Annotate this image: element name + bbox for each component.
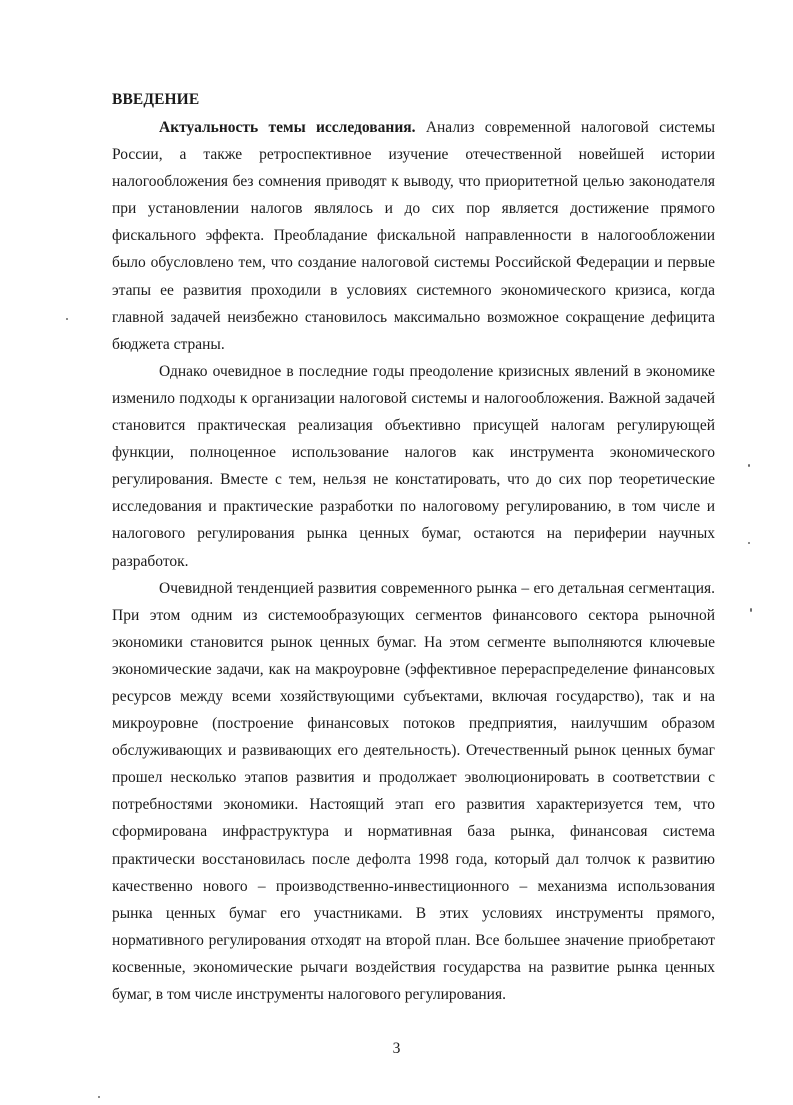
scan-speck [748,464,750,467]
scan-speck [66,318,68,320]
scan-speck [748,542,750,544]
paragraph-relevance [112,114,715,358]
paragraph-lead: Актуальность темы исследования. [159,119,416,136]
paragraph-text: Однако очевидное в последние годы преодоление кризисных явлений в экономике изменило подходы к организации налоговой системы и налогообложения. Важной задачей становится практическая реализация объективно присущей налогам регулирующей функции, полноценное использование налогов как инструмента экономического регулирования. Вместе с тем, нельзя не констатировать, что до сих пор теоретические исследования и практические разработки по налоговому регулированию, в том числе и налогового регулирования рынка ценных бумаг, остаются на периферии научных разработок. [112,362,715,570]
page-number: 3 [392,1040,401,1057]
document-page [112,86,715,1008]
scan-speck [98,1096,100,1098]
scan-speck [750,608,752,612]
section-heading: ВВЕДЕНИЕ [112,91,200,108]
paragraph-market [112,575,715,1009]
paragraph-text: Анализ современной налоговой системы России, а также ретроспективное изучение отечественной новейшей истории налогообложения без сомнения приводят к выводу, что приоритетной целью законодателя при установлении налогов являлось и до сих пор является достижение прямого фискального эффекта. Преобладание фискальной направленности в налогообложении было обусловлено тем, что создание налоговой системы Российской Федерации и первые этапы ее развития проходили в условиях системного экономического кризиса, когда главной задачей неизбежно становилось максимально возможное сокращение дефицита бюджета страны. [112,119,716,353]
paragraph-crisis [112,358,715,575]
paragraph-text: Очевидной тенденцией развития современного рынка – его детальная сегментация. При этом одним из системообразующих сегментов финансового сектора рыночной экономики становится рынок ценных бумаг. На этом сегменте выполняются ключевые экономические задачи, как на макроуровне (эффективное перераспределение финансовых ресурсов между всеми хозяйствующими субъектами, включая государство), так и на микроуровне (построение финансовых потоков предприятия, наилучшим образом обслуживающих и развивающих его деятельность). Отечественный рынок ценных бумаг прошел несколько этапов развития и продолжает эволюционировать в соответствии с потребностями экономики. Настоящий этап его развития характеризуется тем, что сформирована инфраструктура и нормативная база рынка, финансовая система практически восстановилась после дефолта 1998 года, который дал толчок к развитию качественно нового – производственно-инвестиционного – механизма использования рынка ценных бумаг его участниками. В этих условиях инструменты прямого, нормативного регулирования отходят на второй план. Все большее значение приобретают косвенные, экономические рычаги воздействия государства на развитие рынка ценных бумаг, в том числе инструменты налогового регулирования. [112,579,715,1003]
